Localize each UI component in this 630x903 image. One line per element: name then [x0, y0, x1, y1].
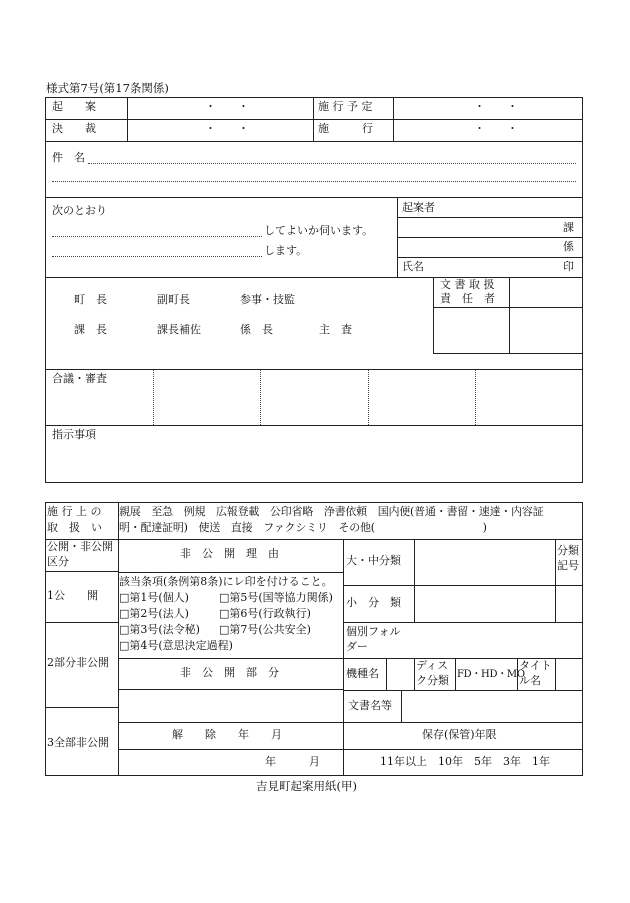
approver-assistant-chief: 課長補佐 — [157, 323, 201, 336]
approver-deputy-mayor: 副町長 — [157, 293, 190, 306]
subject-line-1[interactable] — [88, 163, 576, 164]
folder-label-1: 個別フォル — [346, 625, 401, 638]
reason-item-5[interactable]: □第5号(国等協力関係) — [219, 591, 333, 604]
ka-label: 課 — [563, 221, 574, 234]
disk-label-2: ク分類 — [416, 674, 449, 687]
approver-mayor: 町 長 — [74, 293, 107, 306]
reason-instruction: 該当条項(条例第8条)にレ印を付けること。 — [119, 575, 333, 588]
large-medium-label: 大・中分類 — [346, 554, 401, 567]
form-number: 様式第7号(第17条関係) — [46, 81, 169, 95]
reason-item-7[interactable]: □第7号(公共安全) — [219, 623, 311, 636]
media-label: FD・HD・MO — [457, 669, 525, 680]
retention-options[interactable]: 11年以上 10年 5年 3年 1年 — [380, 755, 550, 768]
release-values[interactable]: 年 月 — [265, 755, 320, 768]
retention-header: 保存(保管)年限 — [422, 728, 497, 741]
kessai-label: 決 裁 — [52, 122, 96, 135]
disclosure-header-2: 区分 — [47, 555, 69, 568]
name-label: 氏名 — [402, 260, 424, 273]
shiko-label: 施 行 — [318, 122, 373, 135]
disclosure-header-1: 公開・非公開 — [47, 540, 113, 553]
category-public[interactable]: 1公 開 — [47, 589, 98, 602]
doc-handler-label-2: 責 任 者 — [440, 292, 495, 305]
subject-label: 件 名 — [52, 151, 85, 164]
body-intro: 次のとおり — [52, 204, 107, 217]
handling-options-1[interactable]: 親展 至急 例規 広報登載 公印省略 浄書依頼 国内便(普通・書留・速達・内容証 — [119, 505, 544, 518]
kian-label: 起 案 — [52, 100, 96, 113]
reason-item-2[interactable]: □第2号(法人) — [119, 607, 189, 620]
folder-label-2: ダー — [346, 640, 368, 653]
category-full[interactable]: 3全部非公開 — [47, 736, 109, 749]
doc-handler-label-1: 文 書 取 扱 — [440, 278, 495, 291]
body-line2-suffix: します。 — [264, 244, 308, 257]
kessai-date[interactable]: ・ ・ — [205, 122, 249, 135]
council-label: 合議・審査 — [52, 372, 107, 385]
shiko-date[interactable]: ・ ・ — [474, 122, 518, 135]
handling-label-2: 取 扱 い — [47, 521, 102, 534]
reason-item-1[interactable]: □第1号(個人) — [119, 591, 189, 604]
category-partial[interactable]: 2部分非公開 — [47, 656, 109, 669]
approver-unit-chief: 係 長 — [240, 323, 273, 336]
approver-section-chief: 課 長 — [74, 323, 107, 336]
instructions-label: 指示事項 — [52, 428, 96, 441]
body-line1-suffix: してよいか伺います。 — [264, 224, 374, 237]
kakari-label: 係 — [563, 240, 574, 253]
reason-item-6[interactable]: □第6号(行政執行) — [219, 607, 311, 620]
class-code-label-2: 記号 — [557, 559, 579, 572]
handling-label-1: 施 行 上 の — [47, 505, 102, 518]
reason-item-4[interactable]: □第4号(意思決定過程) — [119, 639, 233, 652]
form-footer: 吉見町起案用紙(甲) — [256, 779, 357, 793]
title-label-2: ル名 — [519, 674, 541, 687]
title-label-1: タイト — [519, 659, 552, 672]
approver-inspector: 主 査 — [319, 323, 352, 336]
seal-mark: 印 — [563, 260, 574, 273]
reason-item-3[interactable]: □第3号(法令秘) — [119, 623, 200, 636]
small-class-label: 小 分 類 — [346, 596, 401, 609]
shiko-yotei-date[interactable]: ・ ・ — [474, 100, 518, 113]
reason-header: 非 公 開 理 由 — [180, 547, 279, 560]
approver-counselor: 参事・技監 — [240, 293, 295, 306]
kian-date[interactable]: ・ ・ — [205, 100, 249, 113]
partial-header: 非 公 開 部 分 — [180, 666, 279, 679]
subject-line-2[interactable] — [52, 181, 576, 182]
class-code-label-1: 分類 — [557, 544, 579, 557]
doc-name-label: 文書名等 — [348, 699, 392, 712]
disk-label-1: ディス — [416, 659, 449, 672]
release-header: 解 除 年 月 — [172, 728, 282, 741]
handling-options-2[interactable]: 明・配達証明) 使送 直接 ファクシミリ その他( ) — [119, 521, 487, 534]
shiko-yotei-label: 施 行 予 定 — [318, 100, 373, 113]
body-line-2[interactable] — [52, 256, 262, 257]
model-name-label: 機種名 — [346, 667, 379, 680]
body-line-1[interactable] — [52, 236, 262, 237]
drafter-label: 起案者 — [402, 201, 435, 214]
